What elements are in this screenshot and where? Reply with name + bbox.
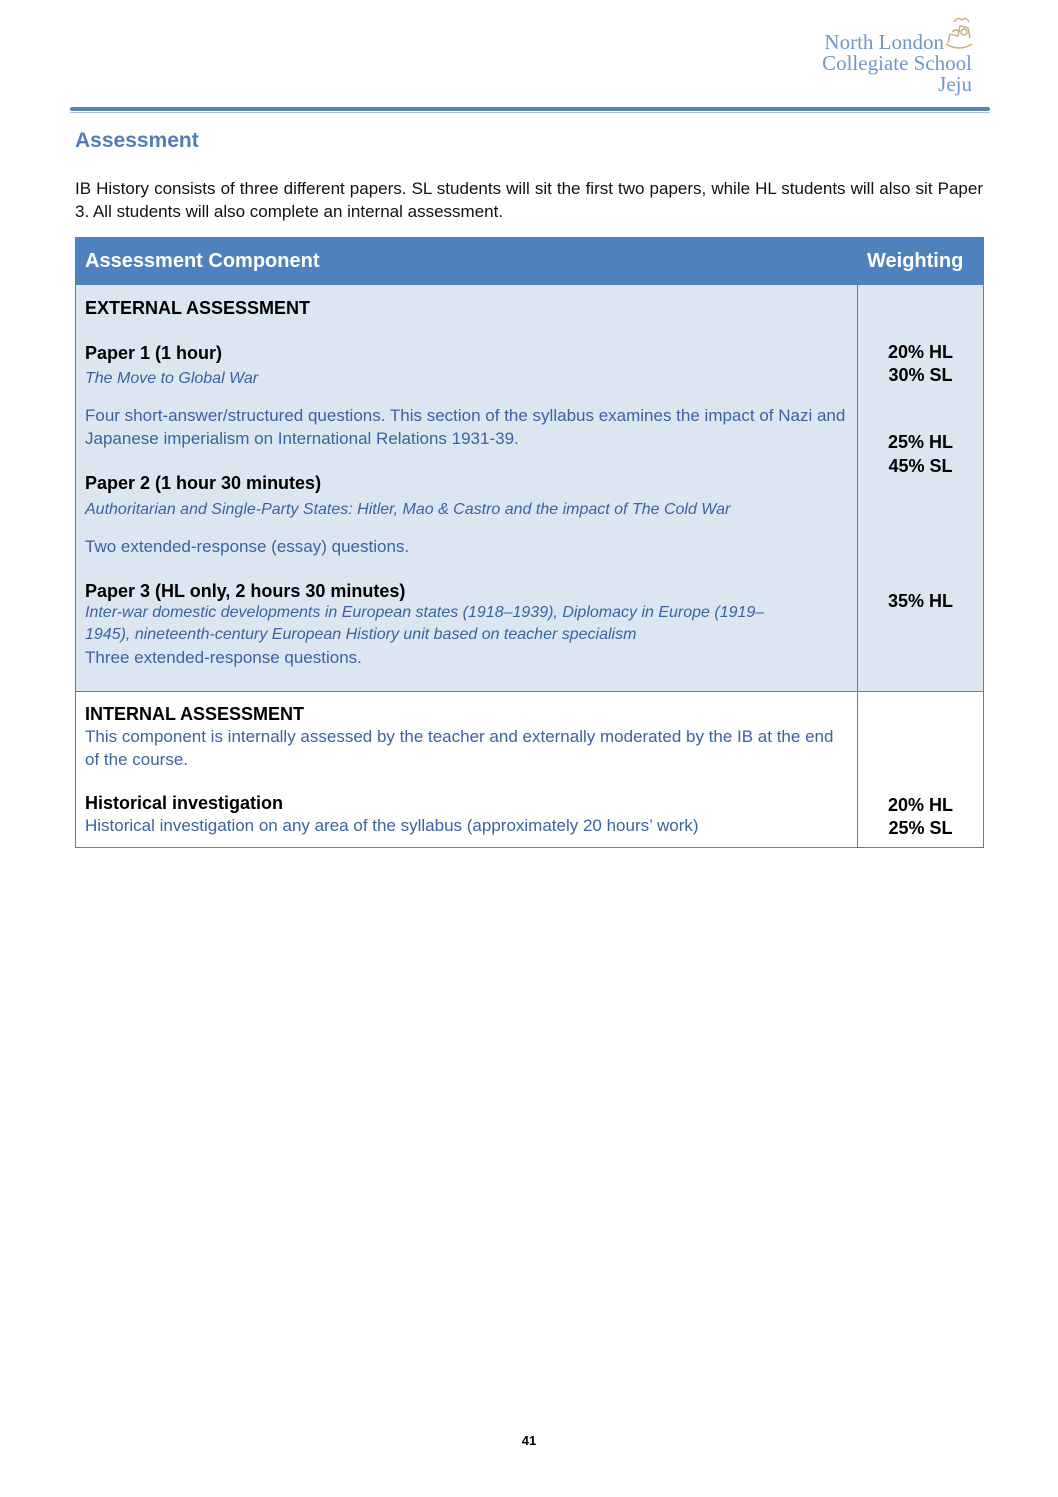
intro-paragraph: IB History consists of three different papers. SL students will sit the first two papers, while HL students will also sit Paper 3. All students will also complete an internal assessment.: [75, 179, 983, 221]
paper2-weight-sl: 45% SL: [888, 456, 953, 476]
table-header-row: [76, 238, 984, 285]
header-rule: [70, 107, 990, 111]
paper1-weight-sl: 30% SL: [888, 365, 953, 385]
header-component: Assessment Component: [76, 238, 858, 285]
assessment-table: [75, 237, 984, 848]
logo-line-1: North London: [824, 30, 944, 54]
header-rule-thin: [70, 112, 990, 113]
internal-weighting-cell: [858, 692, 984, 848]
school-logo: [790, 14, 990, 98]
external-assessment-row: [76, 285, 984, 692]
paper1-weight-hl: 20% HL: [887, 342, 954, 362]
header-weighting: Weighting: [858, 238, 984, 285]
investigation-title: Historical investigation: [85, 793, 284, 813]
external-heading: EXTERNAL ASSESSMENT: [85, 298, 311, 318]
logo-text: [822, 32, 972, 95]
paper3-description: Three extended-response questions.: [85, 648, 362, 667]
investigation-weight-sl: 25% SL: [888, 818, 953, 838]
paper3-weight-hl: 35% HL: [887, 591, 954, 611]
internal-assessment-row: [76, 692, 984, 848]
paper2-description: Two extended-response (essay) questions.: [85, 537, 410, 556]
investigation-weight-hl: 20% HL: [887, 795, 954, 815]
internal-heading: INTERNAL ASSESSMENT: [85, 704, 305, 724]
paper3-title: Paper 3 (HL only, 2 hours 30 minutes): [85, 581, 406, 601]
logo-line-2: Collegiate School: [822, 51, 972, 75]
investigation-description: Historical investigation on any area of the syllabus (approximately 20 hours’ work): [85, 816, 699, 835]
page-number: 41: [521, 1433, 537, 1448]
paper2-subtitle: Authoritarian and Single-Party States: Hitler, Mao & Castro and the impact of The Cold War: [85, 501, 731, 518]
paper2-title: Paper 2 (1 hour 30 minutes): [85, 473, 322, 493]
internal-description: This component is internally assessed by the teacher and externally moderated by the IB at the end of the course.: [85, 727, 834, 769]
paper1-description: Four short-answer/structured questions. This section of the syllabus examines the impact of Nazi and Japanese imperialism on International Relations 1931-39.: [85, 406, 846, 448]
section-heading: Assessment: [75, 129, 199, 152]
external-component-cell: [76, 285, 858, 692]
paper3-subtitle: Inter-war domestic developments in European states (1918–1939), Diplomacy in Europe (1919–1945), nineteenth-century European Histiory unit based on teacher specialism: [85, 604, 765, 643]
paper1-subtitle: The Move to Global War: [85, 370, 259, 387]
internal-component-cell: [76, 692, 858, 848]
paper1-title: Paper 1 (1 hour): [85, 343, 223, 363]
logo-line-3: Jeju: [938, 72, 972, 96]
external-weighting-cell: [858, 285, 984, 692]
paper2-weight-hl: 25% HL: [887, 432, 954, 452]
